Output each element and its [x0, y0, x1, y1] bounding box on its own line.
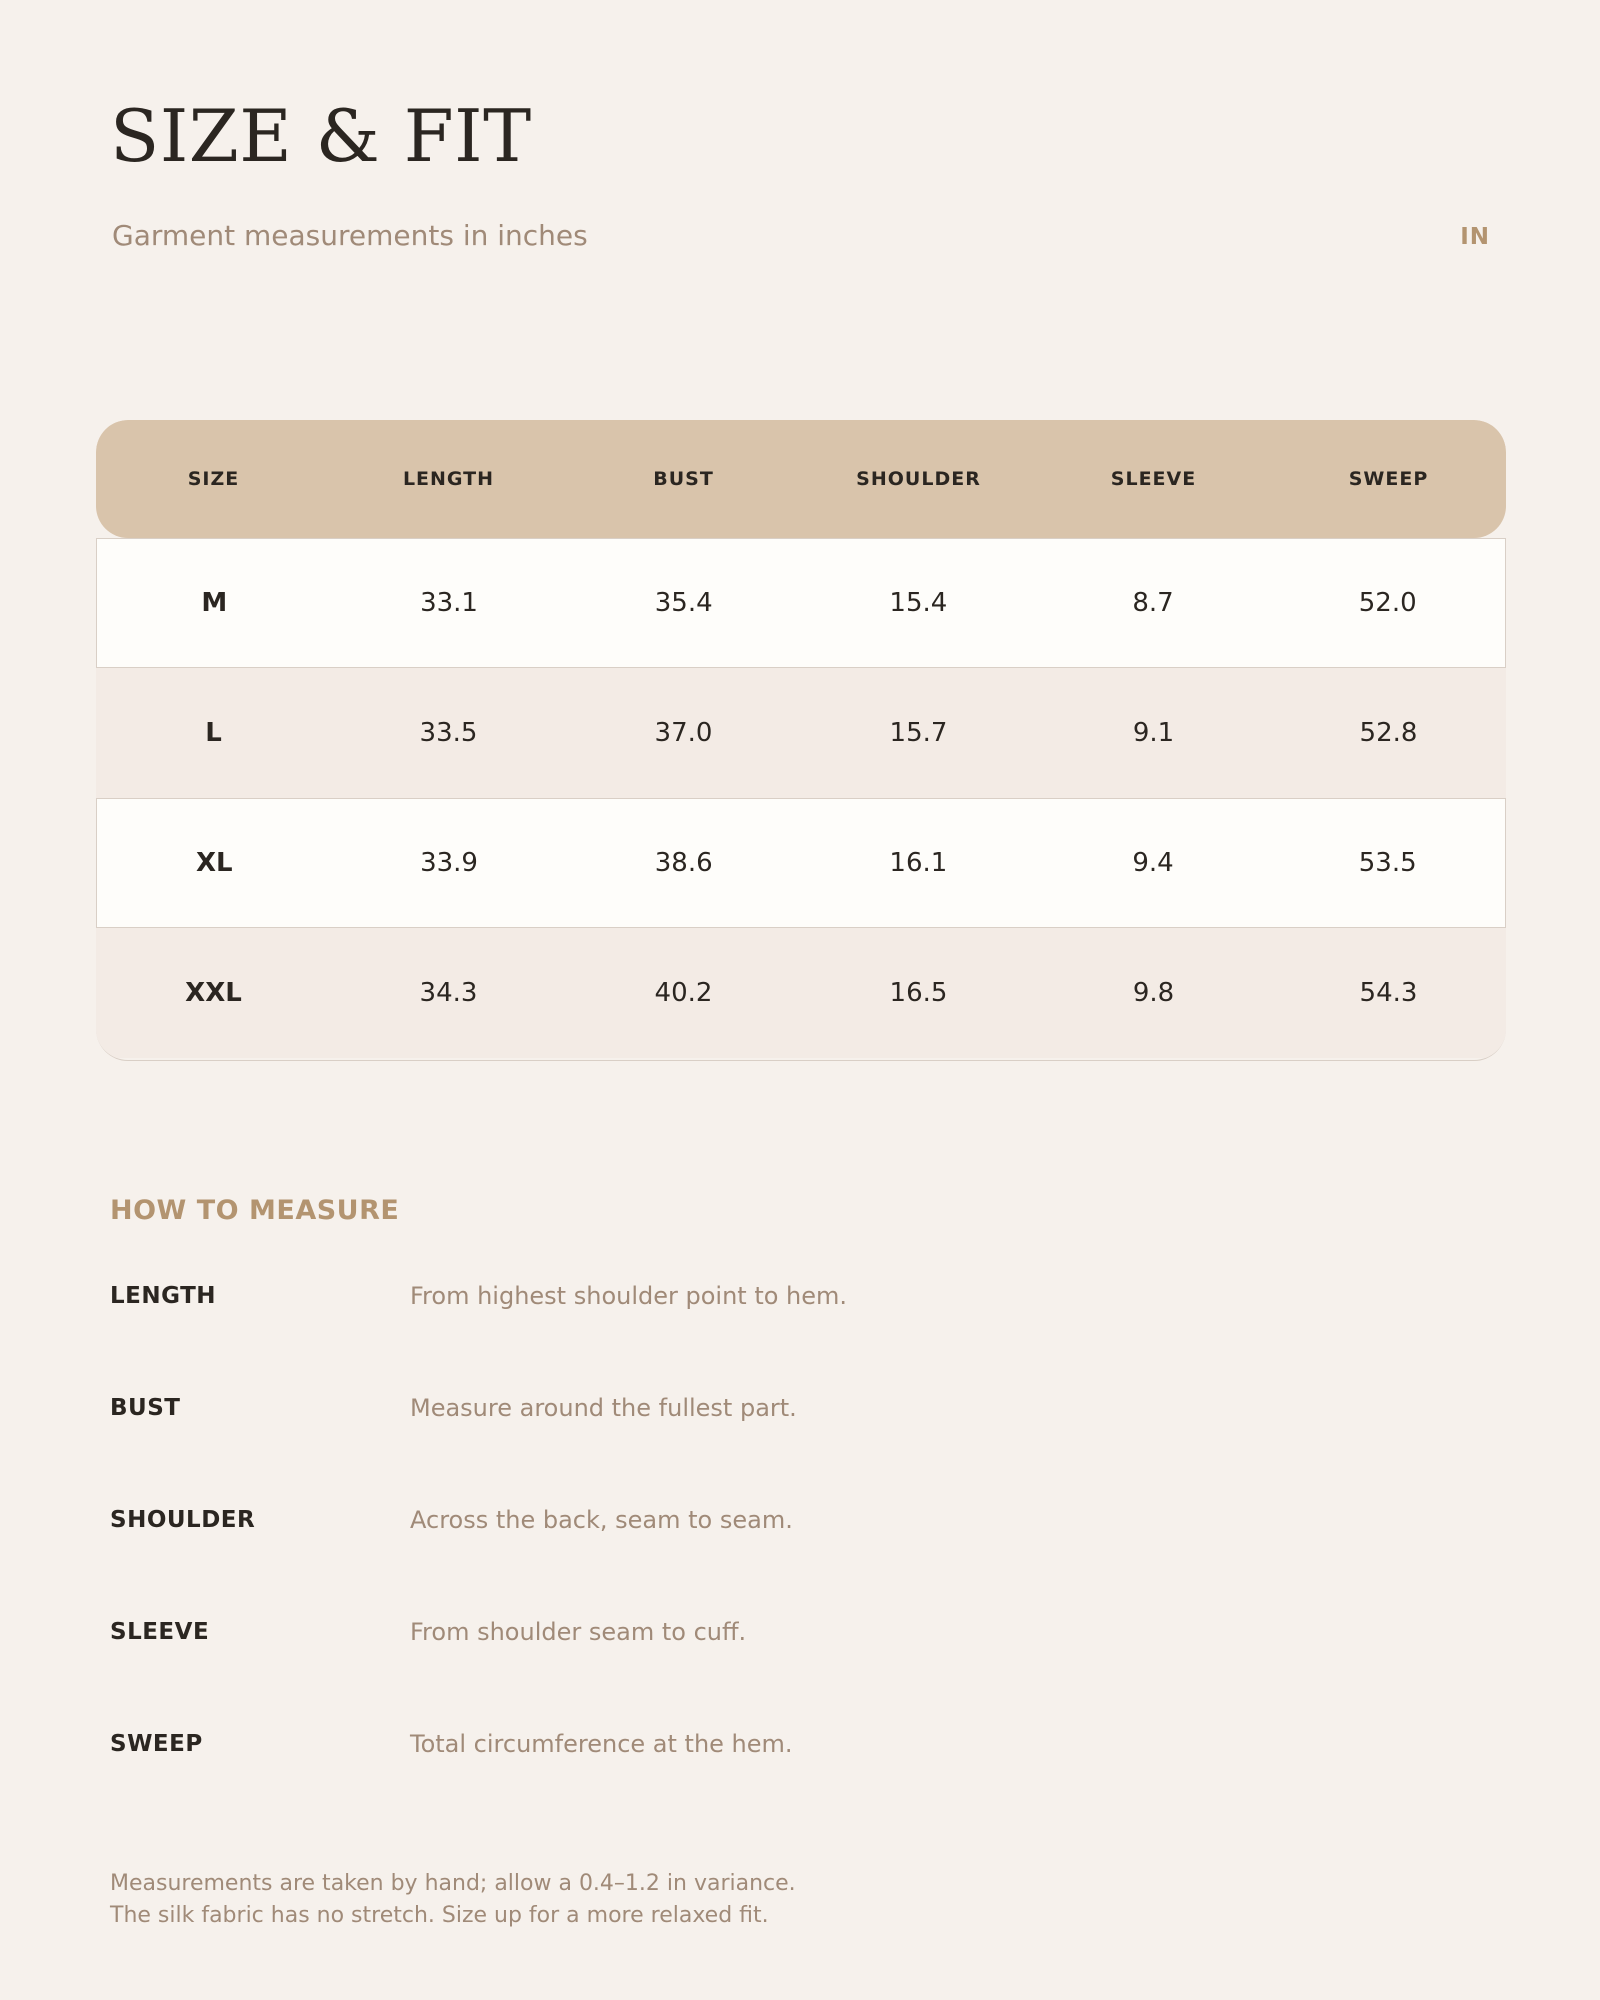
measure-item	[110, 1616, 1490, 1728]
column-header-shoulder: SHOULDER	[856, 468, 981, 490]
variance-note: Measurements are taken by hand; allow a 0.4–1.2 in variance.	[110, 1871, 796, 1896]
size-cell: L	[205, 718, 222, 748]
bust-cell: 37.0	[654, 718, 713, 748]
shoulder-cell: 16.5	[889, 978, 948, 1008]
sweep-cell: 52.0	[1358, 588, 1417, 618]
fabric-note: The silk fabric has no stretch. Size up for a more relaxed fit.	[110, 1903, 769, 1928]
column-header-size: SIZE	[187, 468, 240, 490]
measure-description: Across the back, seam to seam.	[410, 1506, 793, 1534]
bust-cell: 38.6	[654, 848, 713, 878]
measure-term: BUST	[110, 1395, 181, 1421]
table-row	[96, 538, 1506, 668]
column-header-sleeve: SLEEVE	[1110, 468, 1197, 490]
measure-item	[110, 1392, 1490, 1504]
shoulder-cell: 15.4	[889, 588, 948, 618]
size-cell: XXL	[185, 978, 242, 1008]
page-subtitle: Garment measurements in inches	[112, 219, 588, 252]
length-cell: 33.5	[419, 718, 478, 748]
sweep-cell: 52.8	[1359, 718, 1418, 748]
size-cell: XL	[196, 848, 233, 878]
measure-guide-list	[110, 1280, 1490, 1840]
column-header-sweep: SWEEP	[1348, 468, 1429, 490]
sweep-cell: 54.3	[1359, 978, 1418, 1008]
table-row	[96, 798, 1506, 928]
measure-term: SLEEVE	[110, 1619, 210, 1645]
page-title: SIZE & FIT	[110, 94, 532, 178]
measure-item	[110, 1728, 1490, 1840]
measure-item	[110, 1504, 1490, 1616]
column-header-length: LENGTH	[402, 468, 495, 490]
fit-notes	[110, 1868, 796, 1932]
table-row	[96, 668, 1506, 798]
unit-label: IN	[1460, 224, 1490, 250]
table-row	[96, 928, 1506, 1058]
sleeve-cell: 9.4	[1132, 848, 1174, 878]
measure-term: SHOULDER	[110, 1507, 256, 1533]
measure-description: Measure around the fullest part.	[410, 1394, 797, 1422]
length-cell: 33.1	[420, 588, 478, 618]
measure-term: LENGTH	[110, 1283, 217, 1309]
bust-cell: 40.2	[654, 978, 713, 1008]
measure-description: Total circumference at the hem.	[410, 1730, 793, 1758]
sweep-cell: 53.5	[1358, 848, 1417, 878]
shoulder-cell: 15.7	[889, 718, 948, 748]
shoulder-cell: 16.1	[889, 848, 948, 878]
sleeve-cell: 9.1	[1132, 718, 1175, 748]
table-body	[96, 538, 1506, 1058]
how-to-measure-heading: HOW TO MEASURE	[110, 1195, 400, 1226]
measure-term: SWEEP	[110, 1731, 203, 1757]
table-header	[96, 420, 1506, 538]
sleeve-cell: 8.7	[1132, 588, 1174, 618]
measure-item	[110, 1280, 1490, 1392]
bust-cell: 35.4	[654, 588, 713, 618]
size-table	[96, 420, 1506, 1061]
measure-description: From highest shoulder point to hem.	[410, 1282, 848, 1310]
measure-description: From shoulder seam to cuff.	[410, 1618, 747, 1646]
size-cell: M	[201, 588, 228, 618]
sleeve-cell: 9.8	[1132, 978, 1175, 1008]
length-cell: 33.9	[420, 848, 478, 878]
column-header-bust: BUST	[653, 468, 714, 490]
length-cell: 34.3	[419, 978, 478, 1008]
